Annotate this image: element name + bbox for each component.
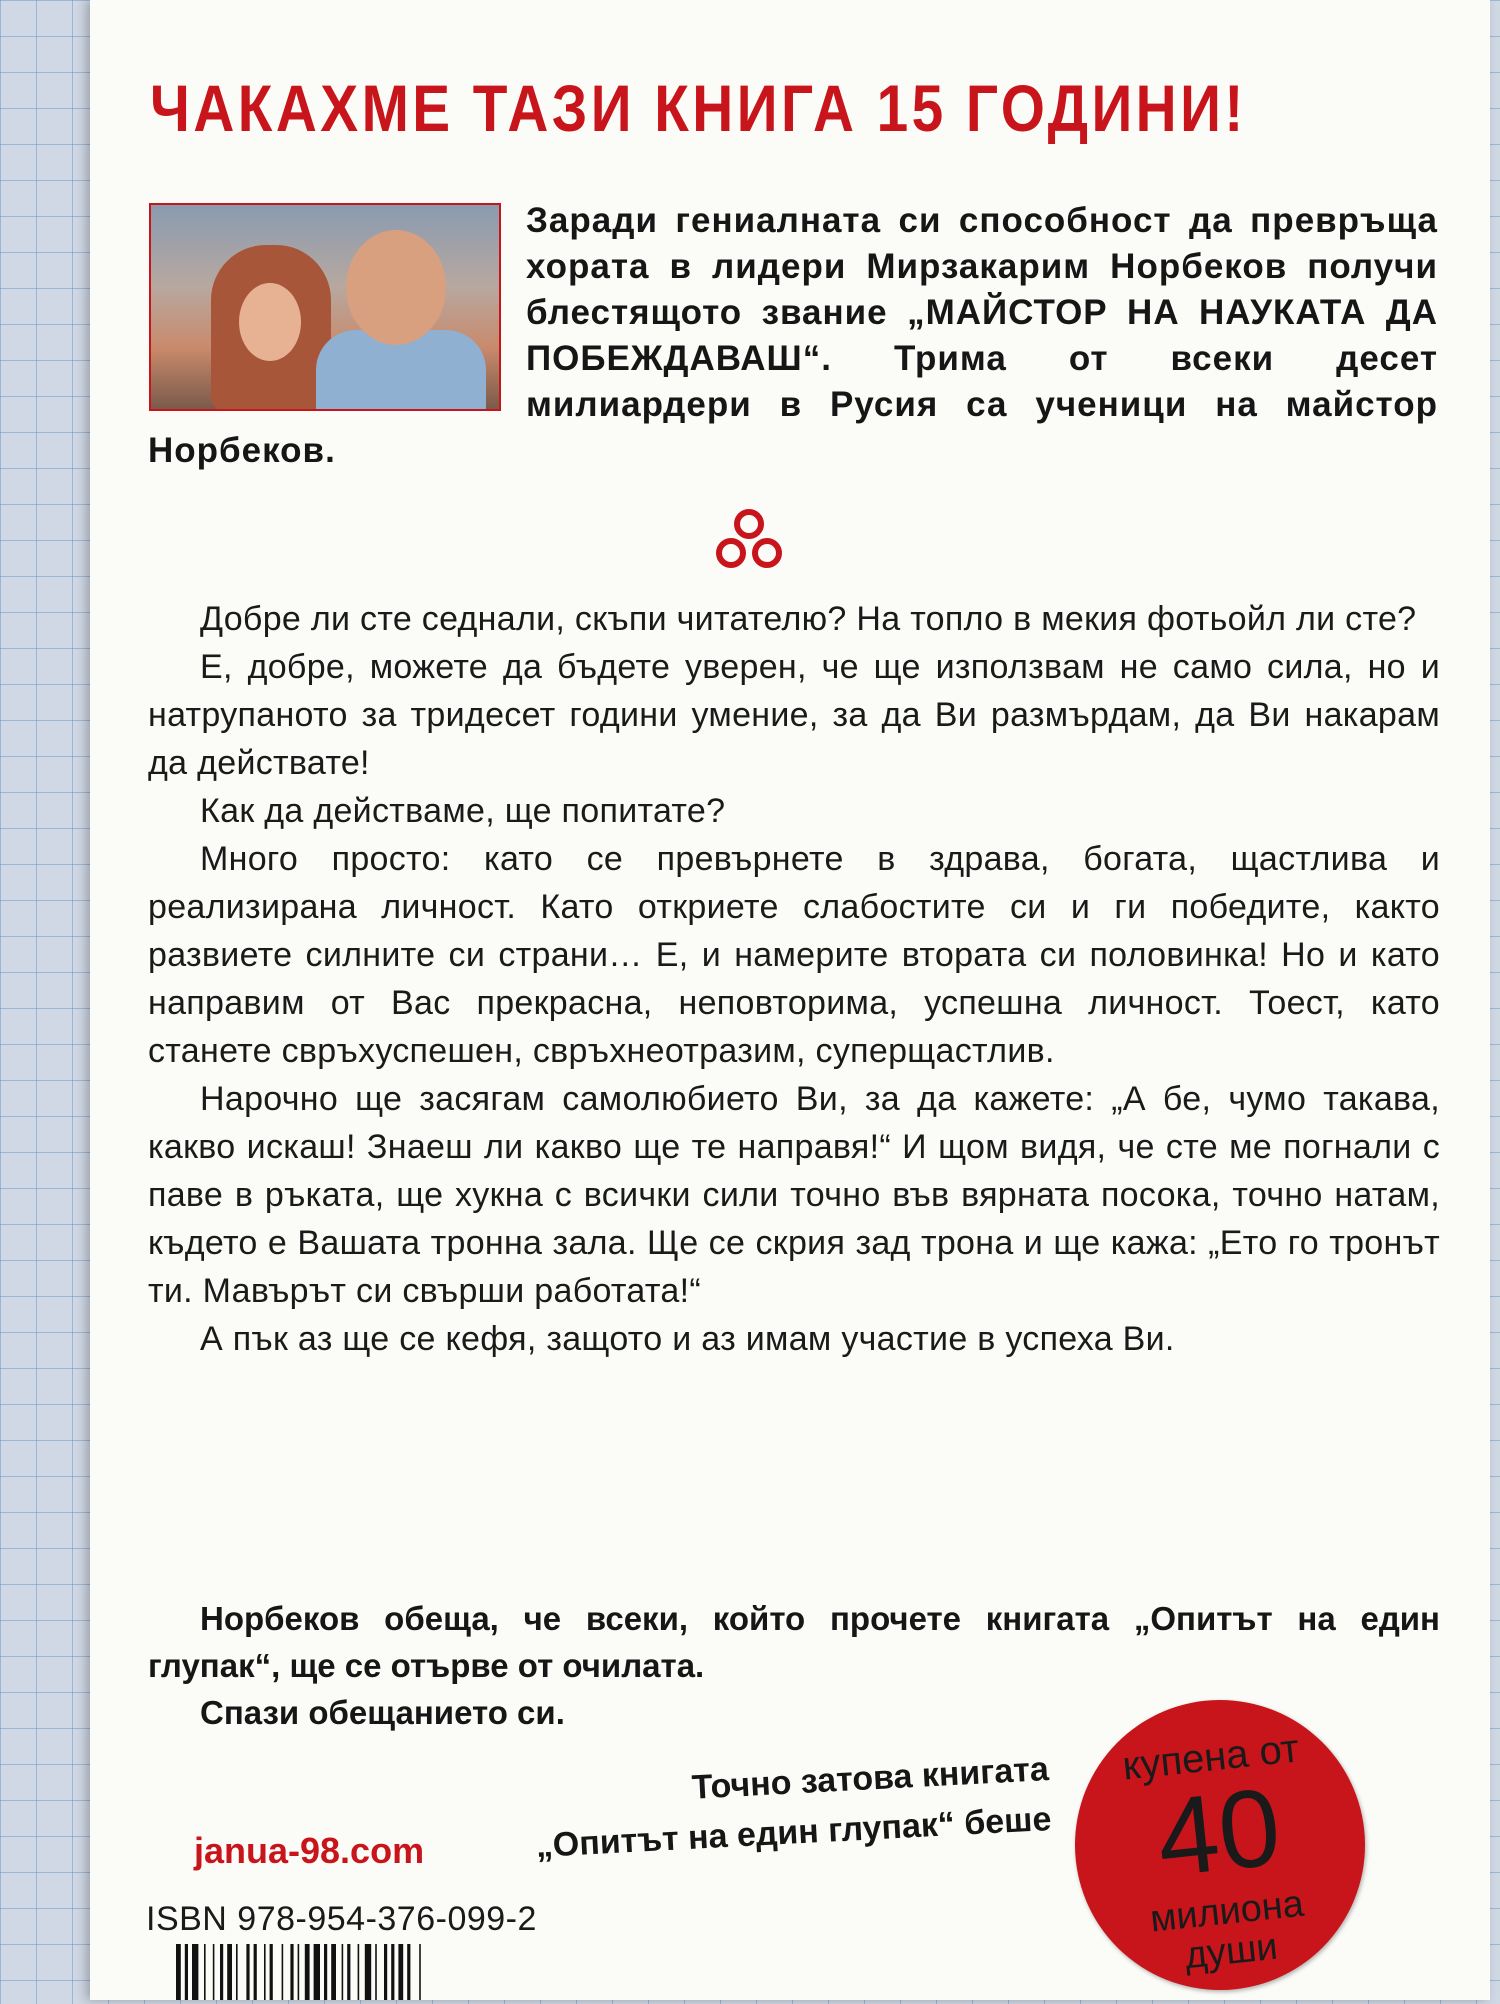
barcode-bar <box>270 1944 273 2000</box>
barcode-bar <box>246 1944 249 2000</box>
body-paragraph: Много просто: като се превърнете в здрава, богата, щастлива и реализирана личност. Като откриете слабостите си и ги победите, както развиете силните си страни… Е, и намерите втората си половинка! Но и като направим от Вас прекрасна, неповторима, успешна личност. Тоест, като станете свръхуспешен, свръхнеотразим, суперщастлив. <box>148 840 1440 1070</box>
barcode-bar <box>254 1944 257 2000</box>
three-circles-ornament-icon <box>712 506 786 572</box>
book-back-cover <box>90 0 1490 2000</box>
publisher-website: janua-98.com <box>194 1830 425 1871</box>
barcode-bar <box>227 1944 232 2000</box>
barcode-bar <box>324 1944 327 2000</box>
body-paragraph: А пък аз ще се кефя, защото и аз имам участие в успеха Ви. <box>200 1320 1175 1358</box>
barcode-bar <box>213 1944 215 2000</box>
barcode-bar <box>204 1944 206 2000</box>
body-text <box>148 595 1440 1363</box>
barcode-bar <box>185 1944 188 2000</box>
barcode-bar <box>358 1944 360 2000</box>
promise-kept-text: Спази обещанието си. <box>200 1694 565 1731</box>
sticker-line-1: купена от <box>1120 1726 1302 1789</box>
barcode <box>176 1944 606 2000</box>
tagline-line-2: „Опитът на един глупак“ беше <box>534 1799 1053 1865</box>
intro-paragraph <box>148 198 1438 474</box>
headline: ЧАКАХМЕ ТАЗИ КНИГА 15 ГОДИНИ! <box>150 71 1247 145</box>
barcode-bar <box>192 1944 198 2000</box>
body-paragraph: Е, добре, можете да бъдете уверен, че ще използвам не само сила, но и натрупаното за тридесет години умение, за да Ви размърдам, да Ви накарам да действате! <box>148 648 1440 782</box>
barcode-bar <box>236 1944 238 2000</box>
barcode-bar <box>342 1944 344 2000</box>
barcode-bar <box>282 1944 284 2000</box>
barcode-bar <box>419 1944 421 2000</box>
tagline <box>508 1744 1052 1872</box>
promise-text: Норбеков обеща, че всеки, който прочете книгата „Опитът на един глупак“, ще се отърве от очилата. <box>148 1600 1440 1684</box>
barcode-bar <box>347 1944 350 2000</box>
barcode-bar <box>314 1944 320 2000</box>
barcode-bar <box>305 1944 310 2000</box>
barcode-bar <box>331 1944 336 2000</box>
barcode-bar <box>264 1944 266 2000</box>
barcode-bar <box>375 1944 377 2000</box>
barcode-bar <box>220 1944 223 2000</box>
isbn-number: ISBN 978-954-376-099-2 <box>146 1900 537 1938</box>
barcode-bar <box>384 1944 387 2000</box>
barcode-bar <box>176 1944 181 2000</box>
sticker-line-2: милиона <box>1148 1882 1306 1941</box>
sticker-number: 40 <box>1151 1765 1286 1901</box>
body-paragraph: Добре ли сте седнали, скъпи читателю? На топло в мекия фотьойл ли сте? <box>200 600 1417 638</box>
barcode-bar <box>298 1944 300 2000</box>
body-paragraph: Как да действаме, ще попитате? <box>200 792 726 830</box>
body-paragraph: Нарочно ще засягам самолюбието Ви, за да кажете: „А бе, чумо такава, какво искаш! Знаеш ли какво ще те направя!“ И щом видя, че сте ме погнали с паве в ръката, ще хукна с всички сили точно във вярната посока, точно натам, където е Вашата тронна зала. Ще се скрия зад трона и ще кажа: „Ето го тронът ти. Мавърът си свърши работата!“ <box>148 1080 1440 1310</box>
barcode-bar <box>290 1944 293 2000</box>
barcode-bar <box>365 1944 371 2000</box>
tagline-line-1: Точно затова книгата <box>690 1750 1050 1807</box>
barcode-bar <box>398 1944 403 2000</box>
barcode-bar <box>391 1944 394 2000</box>
sticker-line-3: души <box>1182 1925 1280 1978</box>
intro-text: Заради гениалната си способност да превръща хората в лидери Мирзакарим Норбеков получи блестящото звание „МАЙСТОР НА НАУКАТА ДА ПОБЕЖДАВАШ“. Трима от всеки десет милиардери в Русия са ученици на майстор Норбеков. <box>148 201 1438 470</box>
barcode-bar <box>407 1944 410 2000</box>
